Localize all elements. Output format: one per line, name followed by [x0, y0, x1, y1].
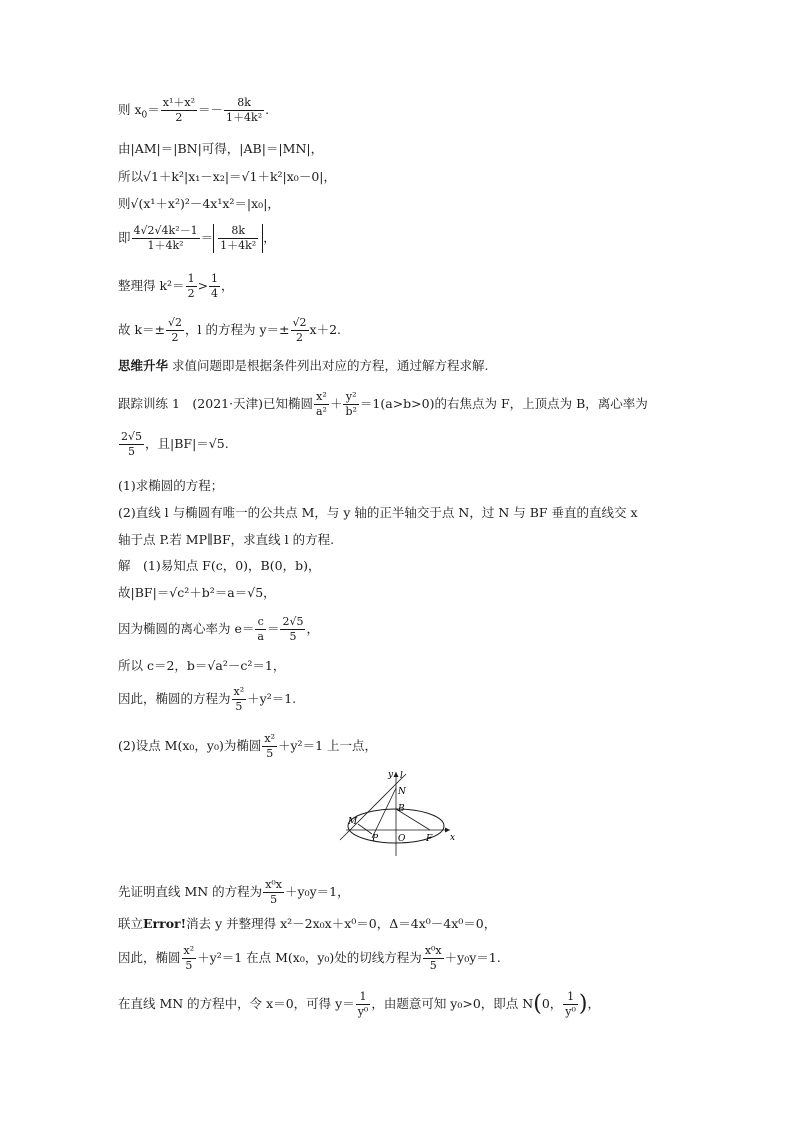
line-14: 解 (1)易知点 F(c，0)，B(0，b)，	[118, 558, 321, 573]
line-2: 由|AM|＝|BN|可得，|AB|＝|MN|，	[118, 141, 324, 156]
line-7	[118, 316, 341, 345]
numerator: x²	[233, 685, 245, 698]
text: ＋y²＝1 在点 M(x₀，y₀)处的切线方程为	[197, 949, 422, 965]
fraction	[563, 990, 578, 1019]
fraction	[232, 685, 247, 714]
right-paren: )	[578, 991, 588, 1017]
text: 在直线 MN 的方程中，令 x＝0，可得 y＝	[118, 995, 355, 1011]
line-19	[118, 732, 377, 761]
denominator: 2	[187, 286, 195, 300]
text: ，	[263, 229, 276, 245]
line-12: (2)直线 l 与椭圆有唯一的公共点 M，与 y 轴的正半轴交于点 N，过 N 与 BF 垂直的直线交 x	[118, 505, 638, 520]
denominator: 2	[175, 110, 183, 124]
error-marker: Error!	[143, 916, 187, 931]
numerator: 2√5	[282, 615, 304, 628]
line-23	[118, 990, 600, 1019]
y-axis-arrow	[394, 772, 399, 777]
line-11: (1)求椭圆的方程；	[118, 478, 224, 493]
numerator: x⁰x	[424, 944, 442, 957]
line-4: 则√(x¹＋x²)²－4x¹x²＝|x₀|，	[118, 196, 280, 211]
numerator: √2	[292, 316, 307, 329]
denominator: 1＋4k²	[147, 238, 184, 252]
fraction	[182, 944, 197, 973]
line-22	[118, 944, 501, 973]
line-mp	[358, 824, 372, 834]
text: ，	[221, 277, 234, 293]
line-17: 所以 c＝2，b＝√a²－c²＝1，	[118, 658, 286, 673]
fraction	[186, 272, 197, 301]
text: 0，	[541, 995, 563, 1011]
text: 跟踪训练 1 (2021·天津)已知椭圆	[118, 395, 313, 411]
numerator: 1	[563, 990, 578, 1005]
denominator: 1＋4k²	[226, 110, 263, 124]
denominator: y⁰	[565, 1004, 576, 1018]
text: 则 x	[118, 101, 142, 117]
text: ＋y₀y＝1.	[444, 949, 501, 965]
numerator: x²	[314, 390, 329, 405]
line-18	[118, 685, 296, 714]
text: 因此，椭圆	[118, 949, 181, 965]
fraction	[132, 224, 200, 253]
line-16	[118, 615, 319, 644]
ellipse-diagram	[338, 768, 462, 858]
text: ＋y²＝1.	[247, 690, 297, 706]
numerator: 1	[211, 272, 219, 285]
summary-text: 求值问题即是根据条件列出对应的方程，通过解方程求解.	[168, 358, 489, 373]
line-1: 则 $x_0=$ $\frac{\text{x¹＋x²}}{2}$ ＝－ $\frac{8k}{\text{1＋4k²}}$ .	[118, 96, 270, 124]
summary-label: 思维升华	[118, 358, 169, 373]
text: ，	[587, 995, 600, 1011]
line-3: 所以√1＋k²|x₁－x₂|＝√1＋k²|x₀－0|，	[118, 169, 336, 184]
label-p: P	[372, 834, 379, 844]
label-x: x	[450, 833, 456, 843]
text: (2)设点 M(x₀，y₀)为椭圆	[118, 737, 262, 753]
label-l: l	[400, 771, 403, 781]
line-9	[118, 390, 648, 419]
numerator: 4√2√4k²－1	[133, 224, 198, 237]
fraction	[119, 430, 144, 459]
text: ，	[306, 620, 319, 636]
denominator: 4	[211, 286, 219, 300]
denominator: 5	[289, 629, 297, 643]
text: 联立	[118, 916, 144, 931]
ellipse-figure	[338, 768, 462, 858]
numerator: 8k	[224, 96, 264, 111]
numerator: 8k	[218, 224, 258, 239]
line-5	[118, 224, 276, 253]
numerator: x²	[264, 732, 275, 745]
line-6	[118, 272, 234, 301]
fraction	[166, 316, 184, 345]
denominator: 1＋4k²	[220, 238, 257, 252]
text: ＋y²＝1 上一点，	[278, 737, 377, 753]
label-f: F	[426, 834, 433, 844]
text: ，由题意可知 y₀>0，即点 N	[371, 995, 534, 1011]
line-10	[118, 430, 229, 459]
numerator: x¹＋x²	[162, 96, 196, 109]
fraction	[262, 732, 277, 761]
fraction	[314, 390, 329, 419]
denominator: 5	[128, 444, 135, 458]
numerator: c	[255, 615, 266, 630]
fraction	[356, 990, 371, 1019]
text: ＝	[266, 620, 280, 636]
fraction	[218, 224, 258, 253]
numerator: x²	[183, 944, 195, 957]
text: ＝	[200, 229, 214, 245]
numerator: 1	[187, 272, 195, 285]
fraction	[343, 390, 358, 419]
left-paren: (	[533, 991, 542, 1017]
denominator: 5	[270, 892, 278, 906]
line-20	[118, 878, 350, 907]
fraction	[291, 316, 309, 345]
denominator: b²	[345, 404, 357, 418]
line-13: 轴于点 P.若 MP∥BF，求直线 l 的方程.	[118, 532, 335, 547]
label-b: B	[398, 804, 405, 814]
fraction	[224, 96, 264, 125]
text: ＝1(a>b>0)的右焦点为 F，上顶点为 B，离心率为	[359, 395, 648, 411]
text: ，且|BF|＝√5.	[145, 435, 229, 451]
denominator: 5	[185, 958, 193, 972]
denominator: a	[257, 629, 264, 643]
text: x＋2.	[309, 321, 342, 337]
text: ＋y₀y＝1，	[285, 883, 350, 899]
numerator: 2√5	[121, 430, 143, 443]
label-o: O	[398, 834, 406, 844]
label-n: N	[398, 787, 406, 797]
text: ，l 的方程为 y＝±	[185, 321, 290, 337]
denominator: 5	[266, 746, 274, 760]
text: >	[197, 277, 209, 293]
x-axis-arrow	[445, 828, 450, 833]
text: ＋	[329, 395, 343, 411]
line-8	[118, 360, 488, 373]
fraction	[255, 615, 266, 644]
denominator: a²	[315, 404, 327, 418]
numerator: y²	[343, 390, 358, 405]
denominator: 5	[429, 958, 437, 972]
text: 因为椭圆的离心率为 e＝	[118, 620, 255, 636]
text: ＝－	[198, 101, 224, 117]
fraction	[280, 615, 305, 644]
numerator: x⁰x	[265, 878, 283, 891]
fraction	[263, 878, 284, 907]
label-m: M	[348, 817, 358, 827]
denominator: y⁰	[357, 1004, 369, 1018]
label-y: y	[388, 770, 394, 780]
fraction	[209, 272, 220, 301]
text: 故 k＝±	[118, 321, 166, 337]
numerator: √2	[168, 316, 183, 329]
fraction	[423, 944, 444, 973]
numerator: 1	[356, 990, 371, 1005]
text: 消去 y 并整理得 x²－2x₀x＋x⁰＝0，Δ＝4x⁰－4x⁰＝0，	[186, 916, 497, 931]
text: 整理得 k²＝	[118, 277, 185, 293]
line-21	[118, 918, 496, 931]
denominator: 2	[171, 330, 179, 344]
text: 因此，椭圆的方程为	[118, 690, 231, 706]
denominator: 2	[296, 330, 304, 344]
fraction	[161, 96, 197, 125]
absolute-value	[213, 224, 263, 253]
line-15: 故|BF|＝√c²＋b²＝a＝√5，	[118, 585, 276, 600]
denominator: 5	[235, 699, 243, 713]
text: 即	[118, 229, 131, 245]
text: 先证明直线 MN 的方程为	[118, 883, 263, 899]
